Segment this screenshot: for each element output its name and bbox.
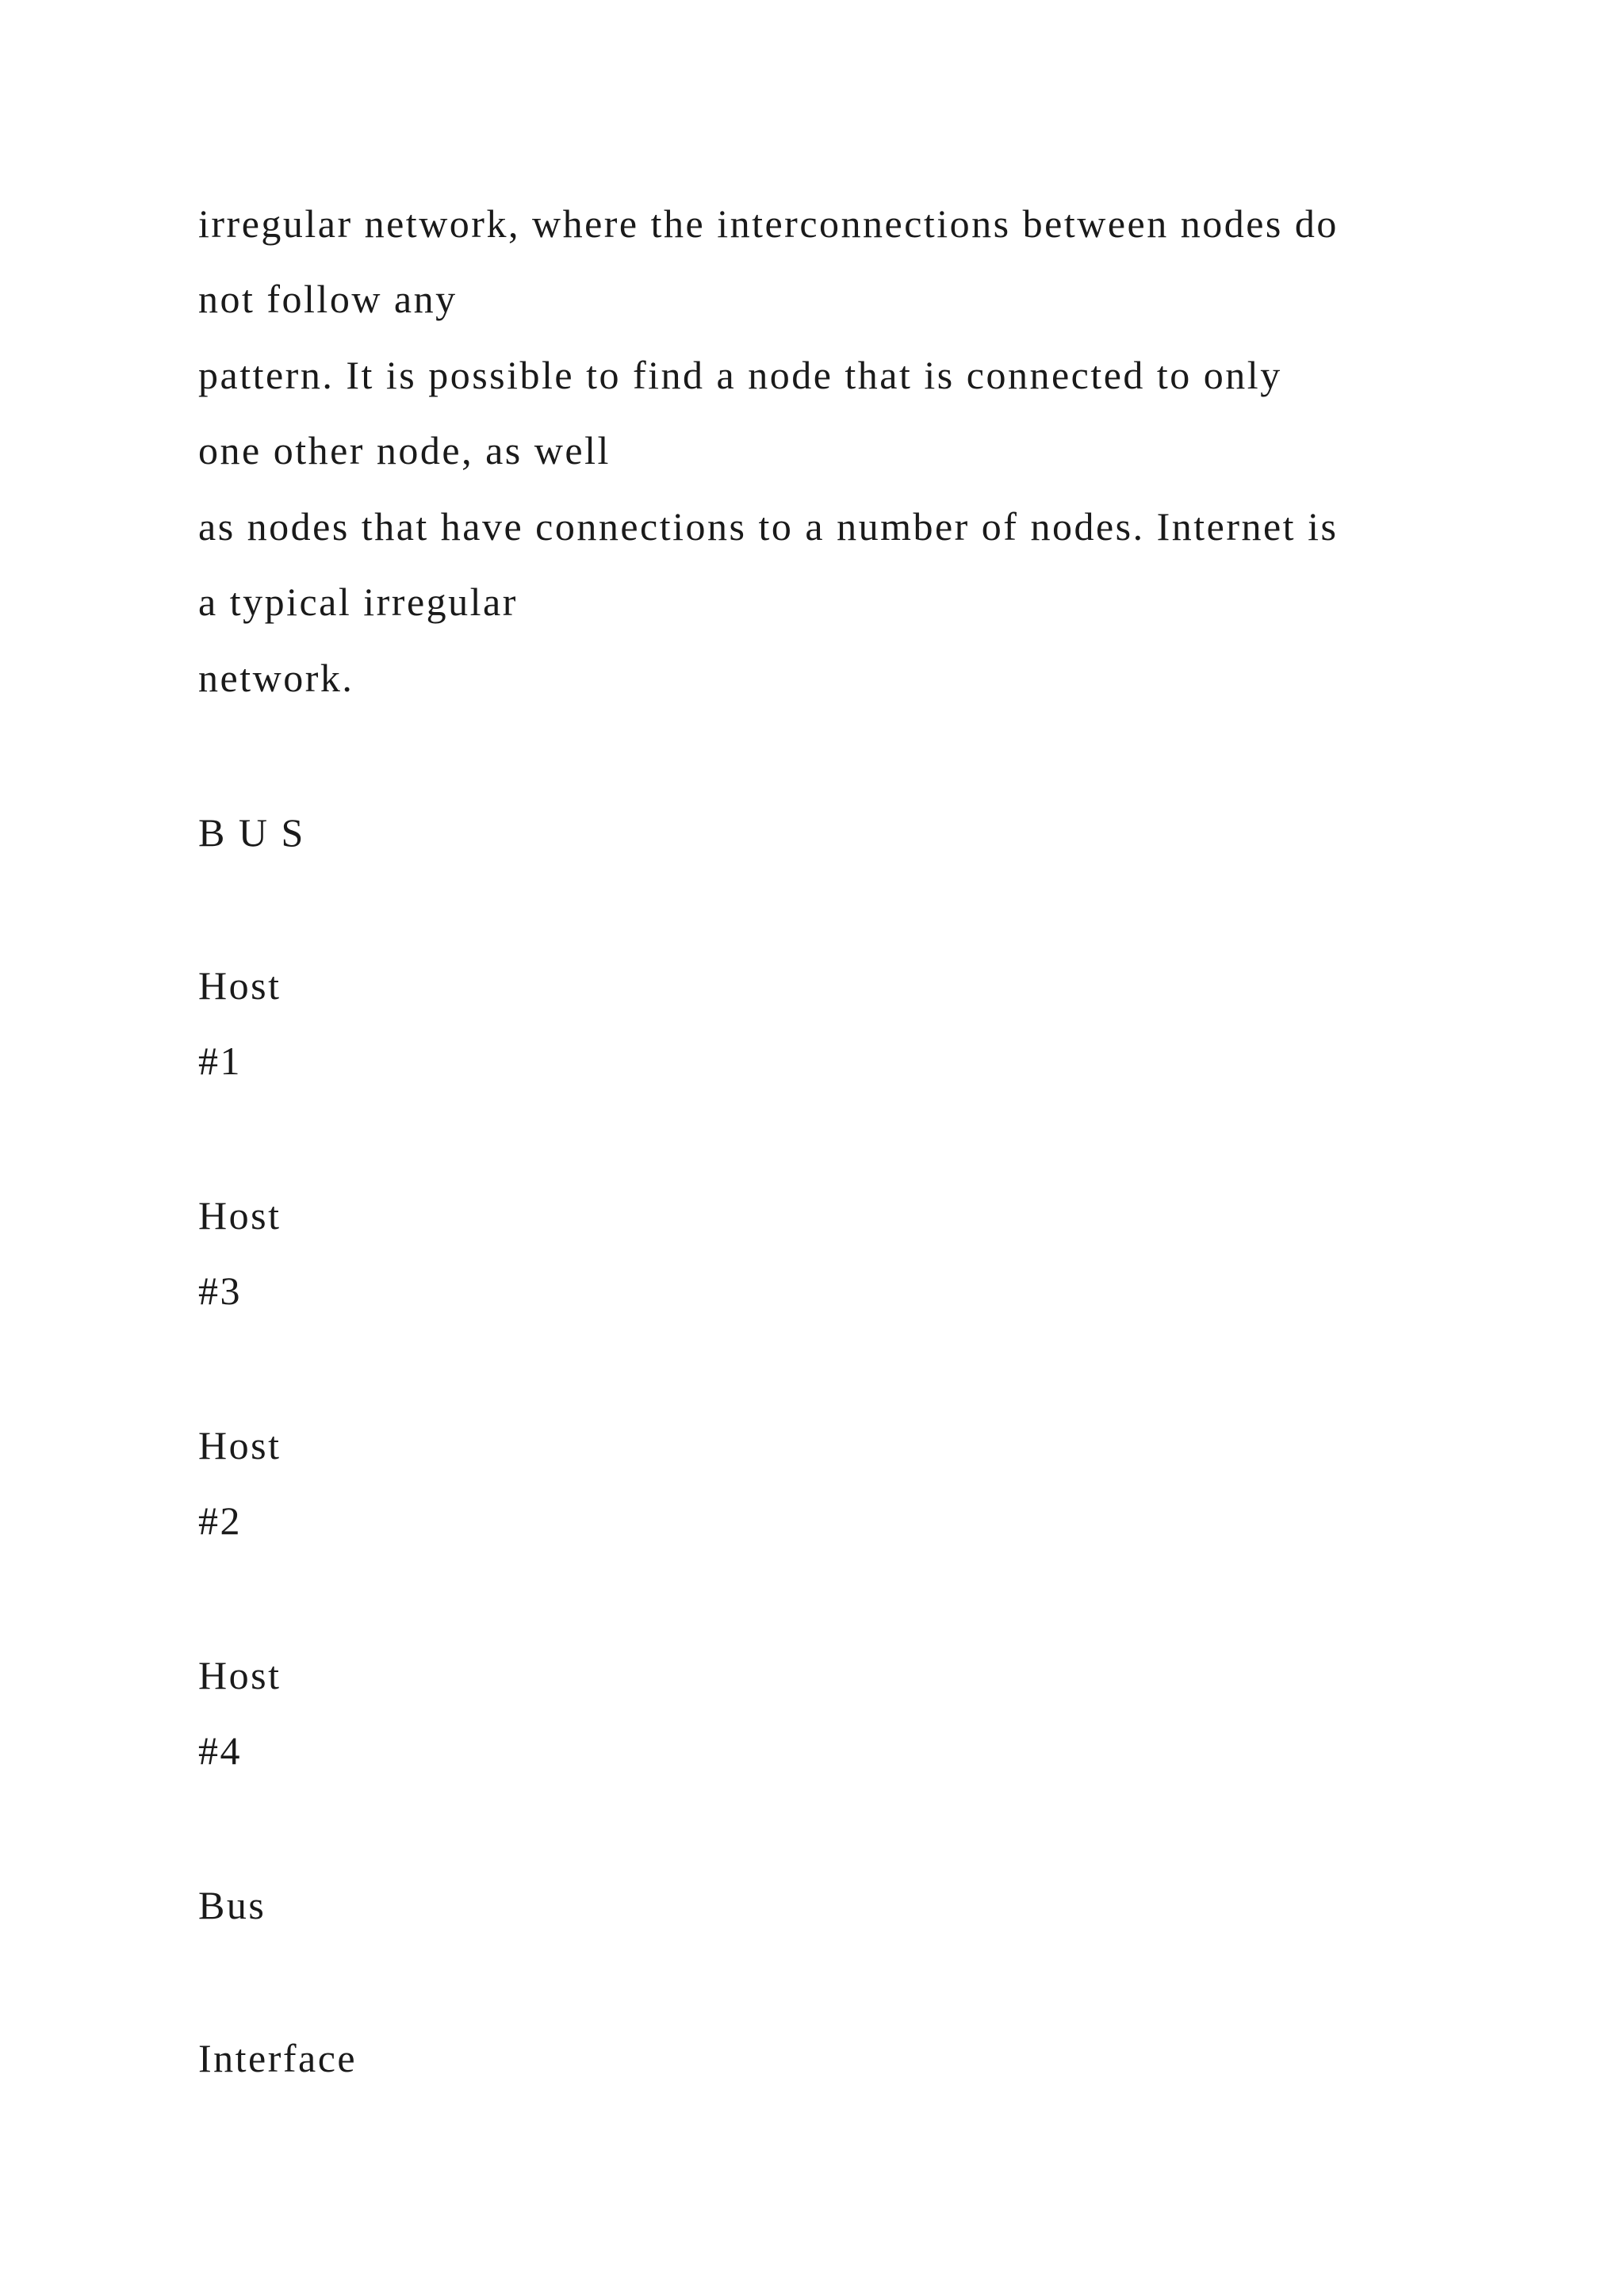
host3-name: Host: [198, 1193, 282, 1238]
host2-number: #2: [198, 1498, 242, 1543]
paragraph-line-6: a typical irregular: [198, 580, 518, 624]
paragraph-line-1: irregular network, where the interconnections between nodes do: [198, 201, 1339, 246]
bus-title: B U S: [198, 810, 305, 855]
host4-name: Host: [198, 1653, 282, 1697]
paragraph-line-4: one other node, as well: [198, 428, 611, 473]
host4-number: #4: [198, 1728, 242, 1773]
host1-number: #1: [198, 1039, 242, 1083]
bus-label: Bus: [198, 1883, 266, 1927]
paragraph-line-3: pattern. It is possible to find a node that is connected to only: [198, 353, 1282, 397]
paragraph-line-7: network.: [198, 656, 354, 700]
paragraph-line-2: not follow any: [198, 277, 458, 321]
host3-number: #3: [198, 1269, 242, 1313]
paragraph-line-5: as nodes that have connections to a number of nodes. Internet is: [198, 504, 1339, 549]
interface-label: Interface: [198, 2036, 358, 2080]
host2-name: Host: [198, 1423, 282, 1468]
host1-name: Host: [198, 963, 282, 1008]
